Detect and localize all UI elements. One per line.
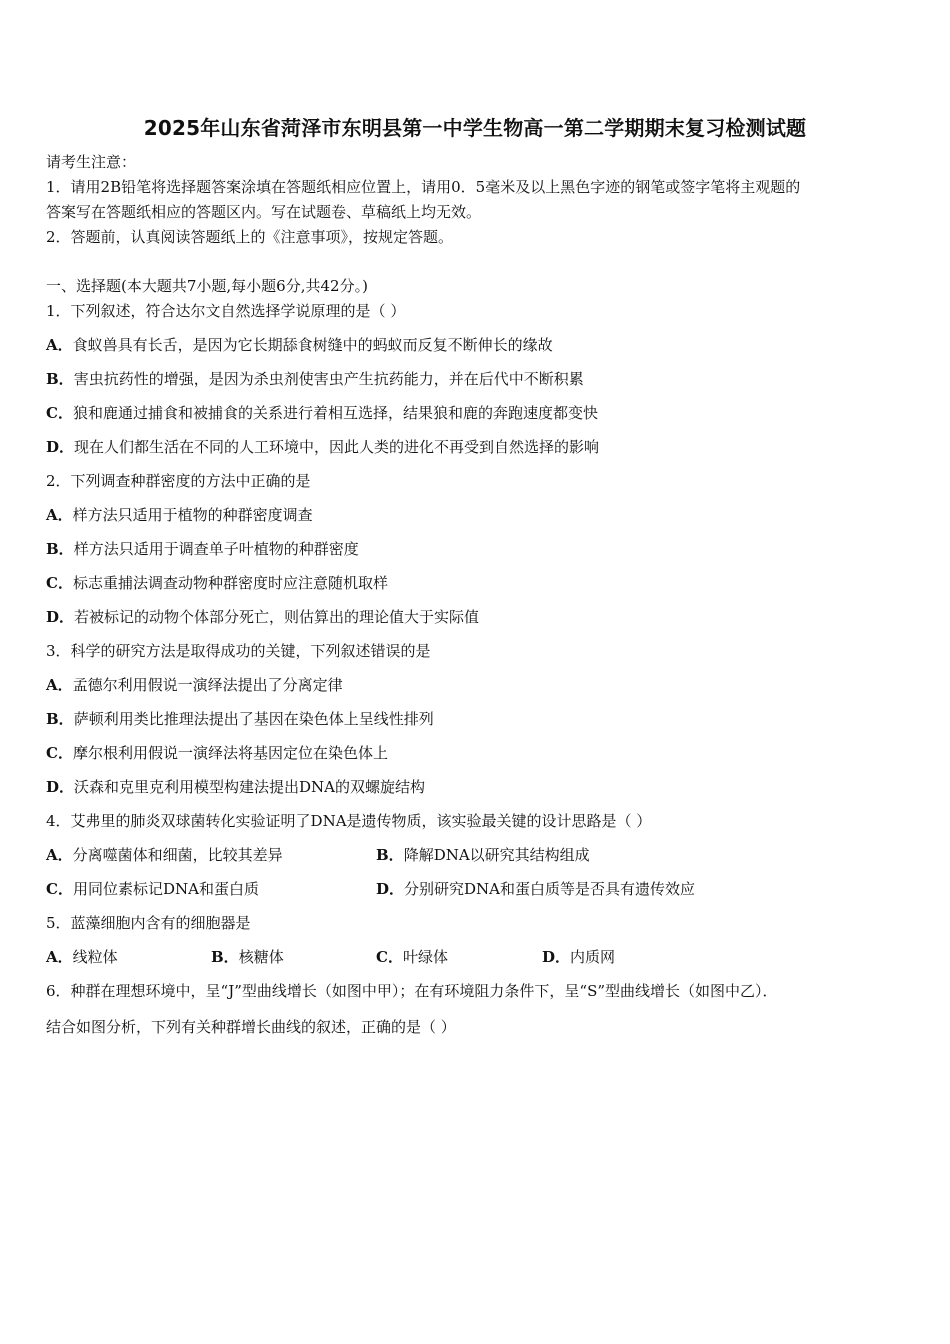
option-letter: C． [46,574,73,592]
option-text: 样方法只适用于植物的种群密度调查 [72,506,313,524]
question-2-option-c [46,573,388,593]
option-text: 分离噬菌体和细菌，比较其差异 [72,846,283,864]
question-2-stem: 2．下列调查种群密度的方法中正确的是 [46,472,311,490]
notice-item-1-line-1: 1．请用2B铅笔将选择题答案涂填在答题纸相应位置上，请用0．5毫米及以上黑色字迹的钢笔或签字笔将主观题的 [46,178,801,196]
option-letter: A． [46,846,73,864]
question-3-option-c [46,743,388,763]
option-text: 食蚁兽具有长舌，是因为它长期舔食树缝中的蚂蚁而反复不断伸长的缘故 [72,336,553,354]
option-letter: C． [46,404,73,422]
question-4-option-b [376,845,590,865]
question-2-option-b [46,539,359,559]
question-5-stem: 5．蓝藻细胞内含有的细胞器是 [46,914,251,932]
question-5-option-d [542,947,615,967]
question-4-option-c [46,879,259,899]
question-1-option-a [46,335,553,355]
option-letter: B． [46,540,74,558]
question-6-stem-line-2: 结合如图分析，下列有关种群增长曲线的叙述，正确的是（ ） [46,1018,456,1036]
notice-item-2: 2．答题前，认真阅读答题纸上的《注意事项》，按规定答题。 [46,228,454,246]
option-text: 狼和鹿通过捕食和被捕食的关系进行着相互选择，结果狼和鹿的奔跑速度都变快 [72,404,598,422]
option-letter: A． [46,676,73,694]
option-letter: B． [46,370,74,388]
option-text: 害虫抗药性的增强，是因为杀虫剂使害虫产生抗药能力，并在后代中不断积累 [73,370,584,388]
question-6-stem-line-1: 6．种群在理想环境中，呈“J”型曲线增长（如图中甲）；在有环境阻力条件下，呈“S”型曲线增长（如图中乙）． [46,982,778,1000]
question-3-option-a [46,675,343,695]
option-letter: C． [46,744,73,762]
option-text: 分别研究DNA和蛋白质等是否具有遗传效应 [404,880,696,898]
option-letter: C． [376,948,403,966]
question-3-stem: 3．科学的研究方法是取得成功的关键，下列叙述错误的是 [46,642,431,660]
option-text: 用同位素标记DNA和蛋白质 [72,880,259,898]
question-1-option-c [46,403,598,423]
option-text: 现在人们都生活在不同的人工环境中，因此人类的进化不再受到自然选择的影响 [74,438,600,456]
option-letter: A． [46,506,73,524]
option-letter: A． [46,336,73,354]
option-text: 萨顿利用类比推理法提出了基因在染色体上呈线性排列 [73,710,434,728]
question-4-option-a [46,845,283,865]
question-5-option-b [211,947,284,967]
option-text: 内质网 [570,948,616,966]
option-letter: B． [46,710,74,728]
option-text: 若被标记的动物个体部分死亡，则估算出的理论值大于实际值 [74,608,480,626]
option-text: 核糖体 [238,948,284,966]
question-3-option-b [46,709,434,729]
question-4-option-d [376,879,695,899]
question-1-option-d [46,437,599,457]
question-1-option-b [46,369,584,389]
option-text: 降解DNA以研究其结构组成 [403,846,590,864]
question-5-option-a [46,947,118,967]
notice-item-1-line-2: 答案写在答题纸相应的答题区内。写在试题卷、草稿纸上均无效。 [46,203,482,221]
option-text: 沃森和克里克利用模型构建法提出DNA的双螺旋结构 [74,778,426,796]
notice-heading: 请考生注意： [46,153,137,171]
question-2-option-d [46,607,479,627]
question-1-stem: 1．下列叙述，符合达尔文自然选择学说原理的是（ ） [46,302,406,320]
option-letter: D． [46,778,75,796]
question-3-option-d [46,777,425,797]
option-letter: D． [376,880,405,898]
option-text: 摩尔根利用假说一演绎法将基因定位在染色体上 [72,744,388,762]
page-title: 2025年山东省菏泽市东明县第一中学生物高一第二学期期末复习检测试题 [143,116,807,140]
option-text: 孟德尔利用假说一演绎法提出了分离定律 [72,676,343,694]
question-4-stem: 4．艾弗里的肺炎双球菌转化实验证明了DNA是遗传物质，该实验最关键的设计思路是（ ） [46,812,652,830]
option-letter: A． [46,948,73,966]
option-letter: C． [46,880,73,898]
option-text: 标志重捕法调查动物种群密度时应注意随机取样 [72,574,388,592]
option-letter: D． [542,948,571,966]
option-letter: D． [46,438,75,456]
section-heading: 一、选择题(本大题共7小题,每小题6分,共42分。) [46,277,368,295]
option-letter: B． [211,948,239,966]
option-text: 样方法只适用于调查单子叶植物的种群密度 [73,540,359,558]
question-2-option-a [46,505,313,525]
option-text: 叶绿体 [402,948,448,966]
option-letter: D． [46,608,75,626]
option-letter: B． [376,846,404,864]
question-5-option-c [376,947,448,967]
option-text: 线粒体 [72,948,118,966]
